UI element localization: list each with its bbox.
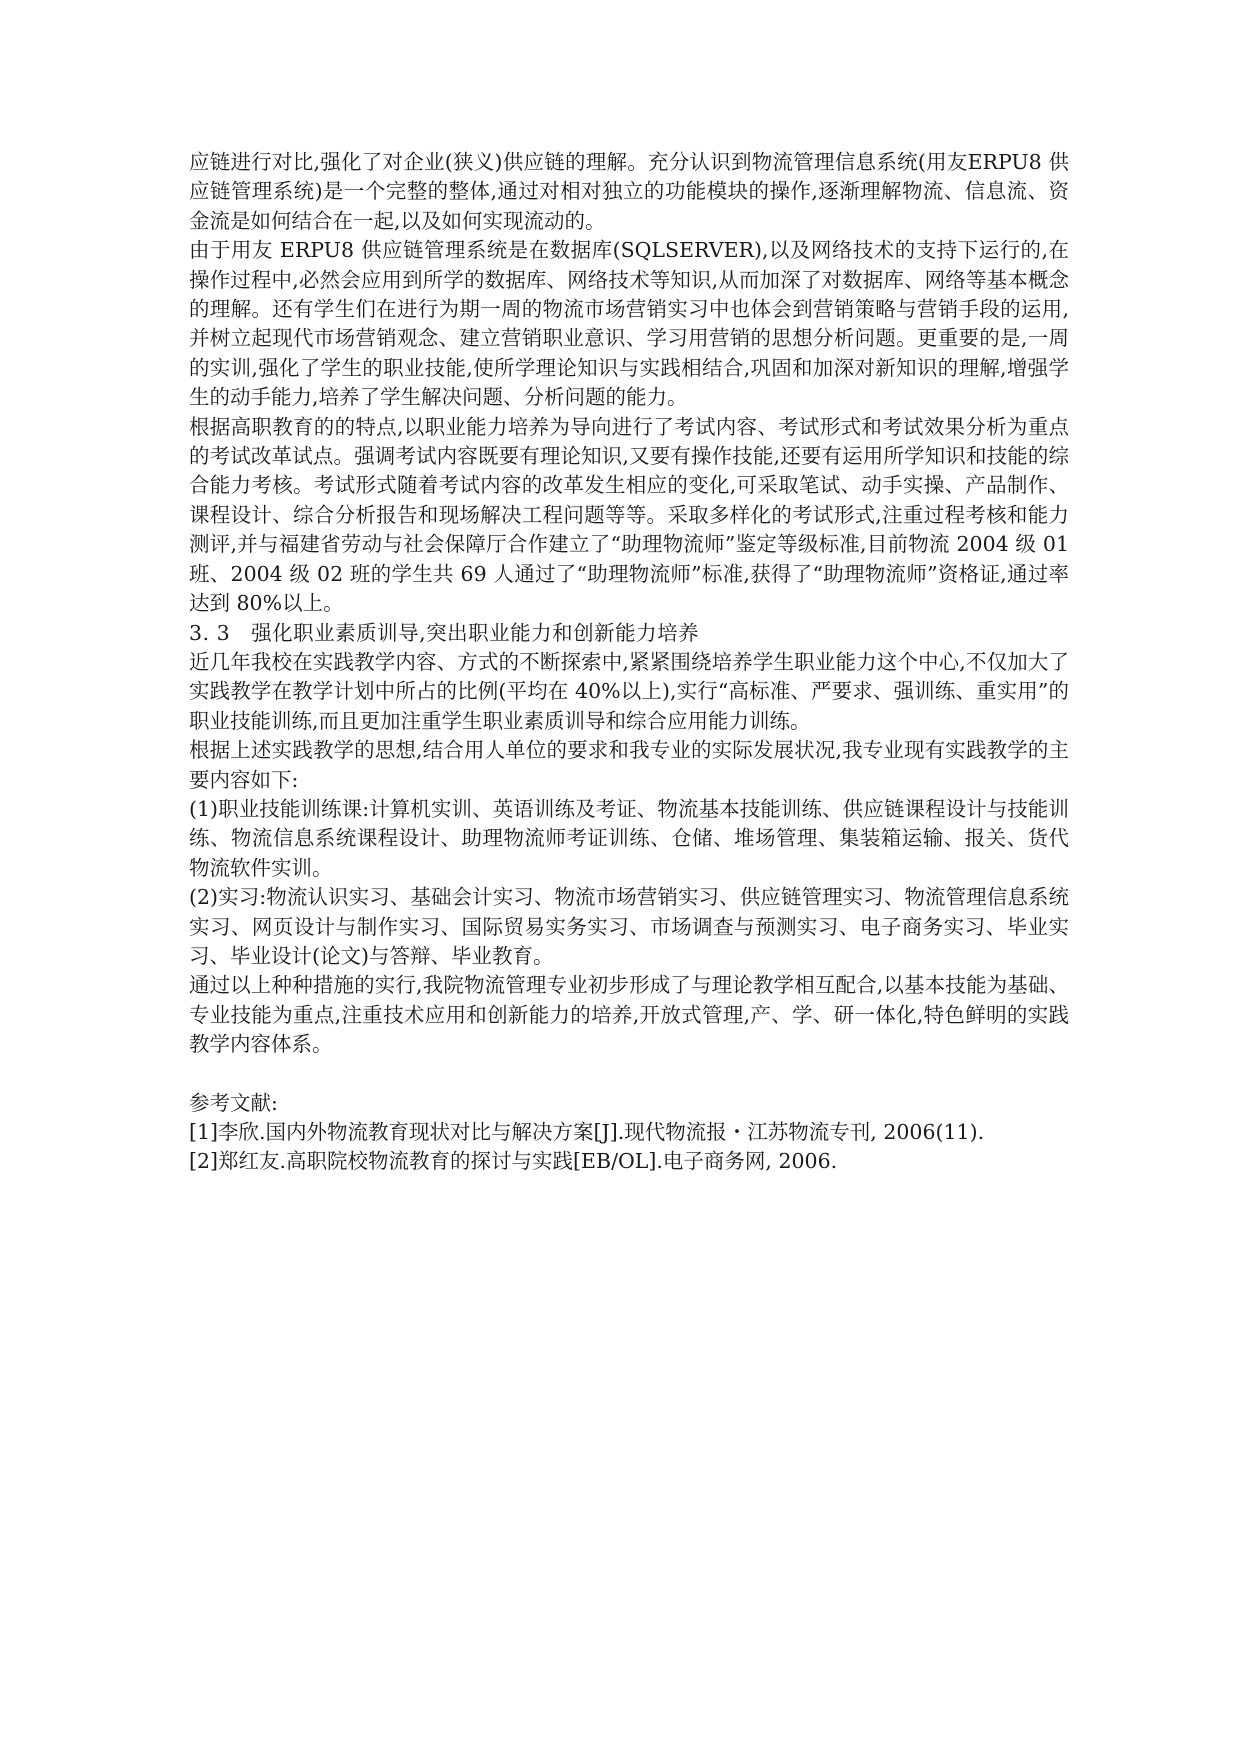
body-paragraph-conclusion: 通过以上种种措施的实行,我院物流管理专业初步形成了与理论教学相互配合,以基本技能为基础、专业技能为重点,注重技术应用和创新能力的培养,开放式管理,产、学、研一体化,特色鲜明的实践教学内容体系。 [189,973,1069,1057]
document-page [189,148,1069,1177]
body-paragraph-1: 应链进行对比,强化了对企业(狭义)供应链的理解。充分认识到物流管理信息系统(用友ERPU8 供应链管理系统)是一个完整的整体,通过对相对独立的功能模块的操作,逐渐理解物流、信息流、资金流是如何结合在一起,以及如何实现流动的。 [189,150,1069,233]
list-item-internships: (2)实习:物流认识实习、基础会计实习、物流市场营销实习、供应链管理实习、物流管理信息系统实习、网页设计与制作实习、国际贸易实务实习、市场调查与预测实习、电子商务实习、毕业实习、毕业设计(论文)与答辩、毕业教育。 [189,885,1069,968]
body-paragraph-4: 近几年我校在实践教学内容、方式的不断探索中,紧紧围绕培养学生职业能力这个中心,不仅加大了实践教学在教学计划中所占的比例(平均在 40%以上),实行“高标准、严要求、强训练、重实用”的职业技能训练,而且更加注重学生职业素质训导和综合应用能力训练。 [189,649,1069,733]
reference-item: [2]郑红友.高职院校物流教育的探讨与实践[EB/OL].电子商务网, 2006. [189,1149,838,1174]
reference-item: [1]李欣.国内外物流教育现状对比与解决方案[J].现代物流报・江苏物流专刊, 2006(11). [189,1120,985,1144]
body-paragraph-2: 由于用友 ERPU8 供应链管理系统是在数据库(SQLSERVER),以及网络技术的支持下运行的,在操作过程中,必然会应用到所学的数据库、网络技术等知识,从而加深了对数据库、网络等基本概念的理解。还有学生们在进行为期一周的物流市场营销实习中也体会到营销策略与营销手段的运用,并树立起现代市场营销观念、建立营销职业意识、学习用营销的思想分析问题。更重要的是,一周的实训,强化了学生的职业技能,使所学理论知识与实践相结合,巩固和加深对新知识的理解,增强学生的动手能力,培养了学生解决问题、分析问题的能力。 [189,238,1069,410]
references-title: 参考文献: [189,1090,278,1115]
references-section [189,1089,1069,1177]
body-paragraph-3: 根据高职教育的的特点,以职业能力培养为导向进行了考试内容、考试形式和考试效果分析为重点的考试改革试点。强调考试内容既要有理论知识,又要有操作技能,还要有运用所学知识和技能的综合能力考核。考试形式随着考试内容的改革发生相应的变化,可采取笔试、动手实操、产品制作、课程设计、综合分析报告和现场解决工程问题等等。采取多样化的考试形式,注重过程考核和能力测评,并与福建省劳动与社会保障厅合作建立了“助理物流师”鉴定等级标准,目前物流 2004 级 01 班、2004 级 02 班的学生共 69 人通过了“助理物流师”标准,获得了“助理物流师”资格证,通过率达到 80%以上。 [189,414,1069,616]
list-item-vocational-skills: (1)职业技能训练课:计算机实训、英语训练及考证、物流基本技能训练、供应链课程设计与技能训练、物流信息系统课程设计、助理物流师考证训练、仓储、堆场管理、集装箱运输、报关、货代物流软件实训。 [189,796,1069,880]
body-paragraph-5: 根据上述实践教学的思想,结合用人单位的要求和我专业的实际发展状况,我专业现有实践教学的主要内容如下: [189,738,1069,792]
section-heading: 3. 3 强化职业素质训导,突出职业能力和创新能力培养 [189,620,700,645]
